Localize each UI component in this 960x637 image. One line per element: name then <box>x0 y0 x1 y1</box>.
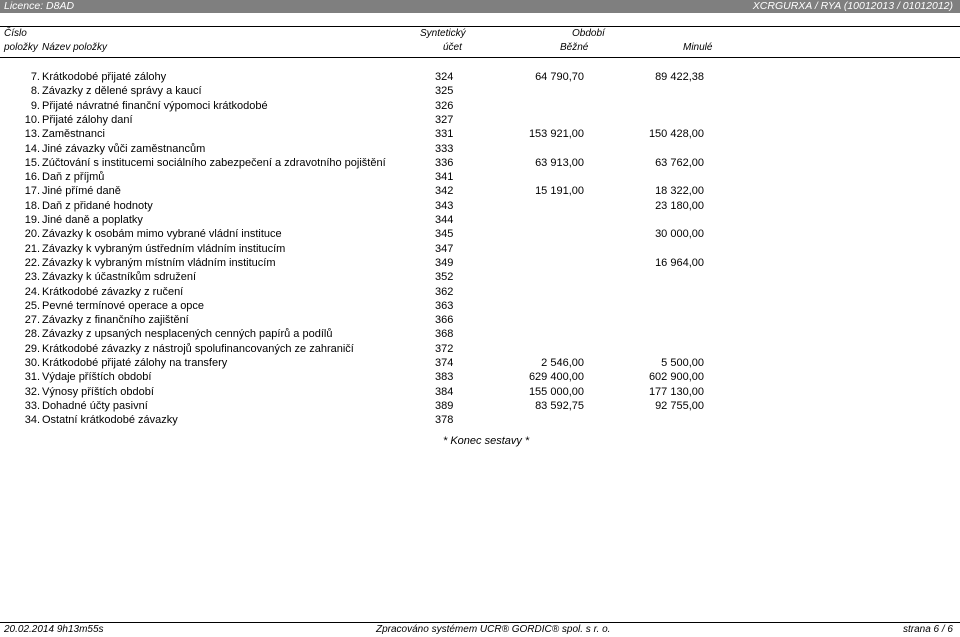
row-name: Závazky z finančního zajištění <box>42 314 189 327</box>
table-row <box>0 257 960 271</box>
row-current-value: 63 913,00 <box>535 156 584 169</box>
row-name: Daň z přidané hodnoty <box>42 199 153 212</box>
table-row <box>0 171 960 185</box>
table-row <box>0 300 960 314</box>
row-name: Závazky k vybraným ústředním vládním institucím <box>42 242 286 255</box>
row-account: 389 <box>435 399 454 412</box>
row-account: 326 <box>435 99 454 112</box>
table-row <box>0 386 960 400</box>
row-number: 10. <box>24 113 40 126</box>
row-name: Přijaté návratné finanční výpomoci krátkodobé <box>42 99 268 112</box>
table-row <box>0 214 960 228</box>
row-number: 24. <box>24 285 40 298</box>
row-previous-value: 150 428,00 <box>648 128 704 141</box>
row-name: Zúčtování s institucemi sociálního zabezpečení a zdravotního pojištění <box>42 156 386 169</box>
footer-system: Zpracováno systémem UCR® GORDIC® spol. s r. o. <box>376 624 611 635</box>
row-previous-value: 23 180,00 <box>655 199 704 212</box>
row-previous-value: 177 130,00 <box>648 385 704 398</box>
row-name: Zaměstnanci <box>42 128 105 141</box>
table-row <box>0 114 960 128</box>
row-previous-value: 92 755,00 <box>655 399 704 412</box>
row-number: 13. <box>24 128 40 141</box>
row-name: Jiné přímé daně <box>42 185 121 198</box>
row-account: 349 <box>435 256 454 269</box>
row-current-value: 155 000,00 <box>528 385 584 398</box>
header-bottom-rule <box>0 57 960 58</box>
row-account: 327 <box>435 113 454 126</box>
row-name: Krátkodobé závazky z nástrojů spolufinancovaných ze zahraničí <box>42 342 354 355</box>
row-number: 34. <box>24 414 40 427</box>
row-current-value: 64 790,70 <box>535 71 584 83</box>
row-number: 9. <box>30 99 40 112</box>
footer-page: strana 6 / 6 <box>902 624 953 635</box>
row-account: 384 <box>435 385 454 398</box>
row-name: Závazky k osobám mimo vybrané vládní instituce <box>42 228 282 241</box>
row-number: 8. <box>30 85 40 98</box>
row-number: 32. <box>24 385 40 398</box>
row-name: Jiné závazky vůči zaměstnancům <box>42 142 206 155</box>
table-row <box>0 314 960 328</box>
table-row <box>0 343 960 357</box>
row-account: 368 <box>435 328 454 341</box>
table-row <box>0 286 960 300</box>
row-name: Pevné termínové operace a opce <box>42 299 205 312</box>
footer-date: 20.02.2014 9h13m55s <box>4 624 104 635</box>
row-account: 378 <box>435 414 454 427</box>
table-row <box>0 200 960 214</box>
row-account: 331 <box>435 128 454 141</box>
row-name: Závazky k vybraným místním vládním institucím <box>42 256 276 269</box>
row-account: 347 <box>435 242 454 255</box>
row-account: 333 <box>435 142 454 155</box>
row-number: 20. <box>24 228 40 241</box>
row-previous-value: 602 900,00 <box>648 371 704 384</box>
header-polozky: položky <box>4 42 38 53</box>
table-row <box>0 100 960 114</box>
row-number: 16. <box>24 171 40 184</box>
footer-rule <box>0 622 960 623</box>
table-row <box>0 228 960 242</box>
table-row <box>0 371 960 385</box>
row-current-value: 629 400,00 <box>528 371 584 384</box>
row-number: 27. <box>24 314 40 327</box>
licence-label: Licence: D8AD <box>4 0 75 12</box>
row-name: Jiné daně a poplatky <box>42 214 143 226</box>
table-row <box>0 185 960 199</box>
row-number: 33. <box>24 399 40 412</box>
row-number: 7. <box>30 71 40 83</box>
row-account: 366 <box>435 314 454 327</box>
header-bezne: Běžné <box>560 42 589 53</box>
row-name: Výnosy příštích období <box>42 385 154 398</box>
row-account: 342 <box>435 185 454 198</box>
row-name: Ostatní krátkodobé závazky <box>42 414 178 427</box>
row-previous-value: 89 422,38 <box>655 71 704 83</box>
row-previous-value: 30 000,00 <box>655 228 704 241</box>
table-row <box>0 400 960 414</box>
header-top-rule <box>0 26 960 27</box>
table-row <box>0 157 960 171</box>
row-number: 31. <box>24 371 40 384</box>
row-number: 15. <box>24 156 40 169</box>
row-account: 363 <box>435 299 454 312</box>
table-row <box>0 414 960 428</box>
table-row <box>0 357 960 371</box>
row-previous-value: 18 322,00 <box>655 185 704 198</box>
row-number: 25. <box>24 299 40 312</box>
header-ucet: účet <box>443 42 462 53</box>
row-current-value: 83 592,75 <box>535 399 584 412</box>
row-account: 374 <box>435 357 454 369</box>
row-number: 23. <box>24 271 40 284</box>
row-name: Závazky z upsaných nesplacených cenných papírů a podílů <box>42 328 333 341</box>
row-number: 14. <box>24 142 40 155</box>
row-number: 29. <box>24 342 40 355</box>
row-name: Dohadné účty pasivní <box>42 399 148 412</box>
table-row <box>0 243 960 257</box>
row-current-value: 15 191,00 <box>535 185 584 198</box>
row-current-value: 153 921,00 <box>528 128 584 141</box>
row-account: 343 <box>435 199 454 212</box>
row-name: Krátkodobé přijaté zálohy <box>42 71 167 83</box>
end-of-report-note: * Konec sestavy * <box>443 435 530 447</box>
row-previous-value: 63 762,00 <box>655 156 704 169</box>
row-name: Závazky z dělené správy a kaucí <box>42 85 202 98</box>
header-cislo: Číslo <box>4 28 27 39</box>
row-account: 344 <box>435 214 454 226</box>
row-account: 383 <box>435 371 454 384</box>
footer <box>0 624 960 637</box>
row-name: Daň z příjmů <box>42 171 105 184</box>
row-name: Závazky k účastníkům sdružení <box>42 271 197 284</box>
table-row <box>0 328 960 342</box>
row-account: 352 <box>435 271 454 284</box>
row-account: 372 <box>435 342 454 355</box>
header-nazev: Název položky <box>42 42 108 53</box>
row-name: Výdaje příštích období <box>42 371 152 384</box>
row-account: 324 <box>435 71 454 83</box>
row-number: 28. <box>24 328 40 341</box>
row-number: 18. <box>24 199 40 212</box>
row-name: Přijaté zálohy daní <box>42 113 133 126</box>
row-number: 22. <box>24 256 40 269</box>
row-current-value: 2 546,00 <box>541 357 584 369</box>
row-account: 345 <box>435 228 454 241</box>
table-row <box>0 271 960 285</box>
report-id-label: XCRGURXA / RYA (10012013 / 01012012) <box>752 0 953 12</box>
header-obdobi: Období <box>572 28 605 39</box>
row-account: 336 <box>435 156 454 169</box>
header-synteticky: Syntetický <box>420 28 466 39</box>
row-name: Krátkodobé přijaté zálohy na transfery <box>42 357 228 369</box>
row-previous-value: 5 500,00 <box>661 357 704 369</box>
row-account: 362 <box>435 285 454 298</box>
top-bar <box>0 0 960 13</box>
table-row <box>0 85 960 99</box>
row-number: 21. <box>24 242 40 255</box>
row-number: 30. <box>24 357 40 369</box>
row-previous-value: 16 964,00 <box>655 256 704 269</box>
table-row <box>0 143 960 157</box>
table-row <box>0 128 960 142</box>
row-number: 17. <box>24 185 40 198</box>
row-account: 325 <box>435 85 454 98</box>
header-minule: Minulé <box>683 42 713 53</box>
row-name: Krátkodobé závazky z ručení <box>42 285 184 298</box>
row-account: 341 <box>435 171 454 184</box>
table-row <box>0 71 960 85</box>
row-number: 19. <box>24 214 40 226</box>
